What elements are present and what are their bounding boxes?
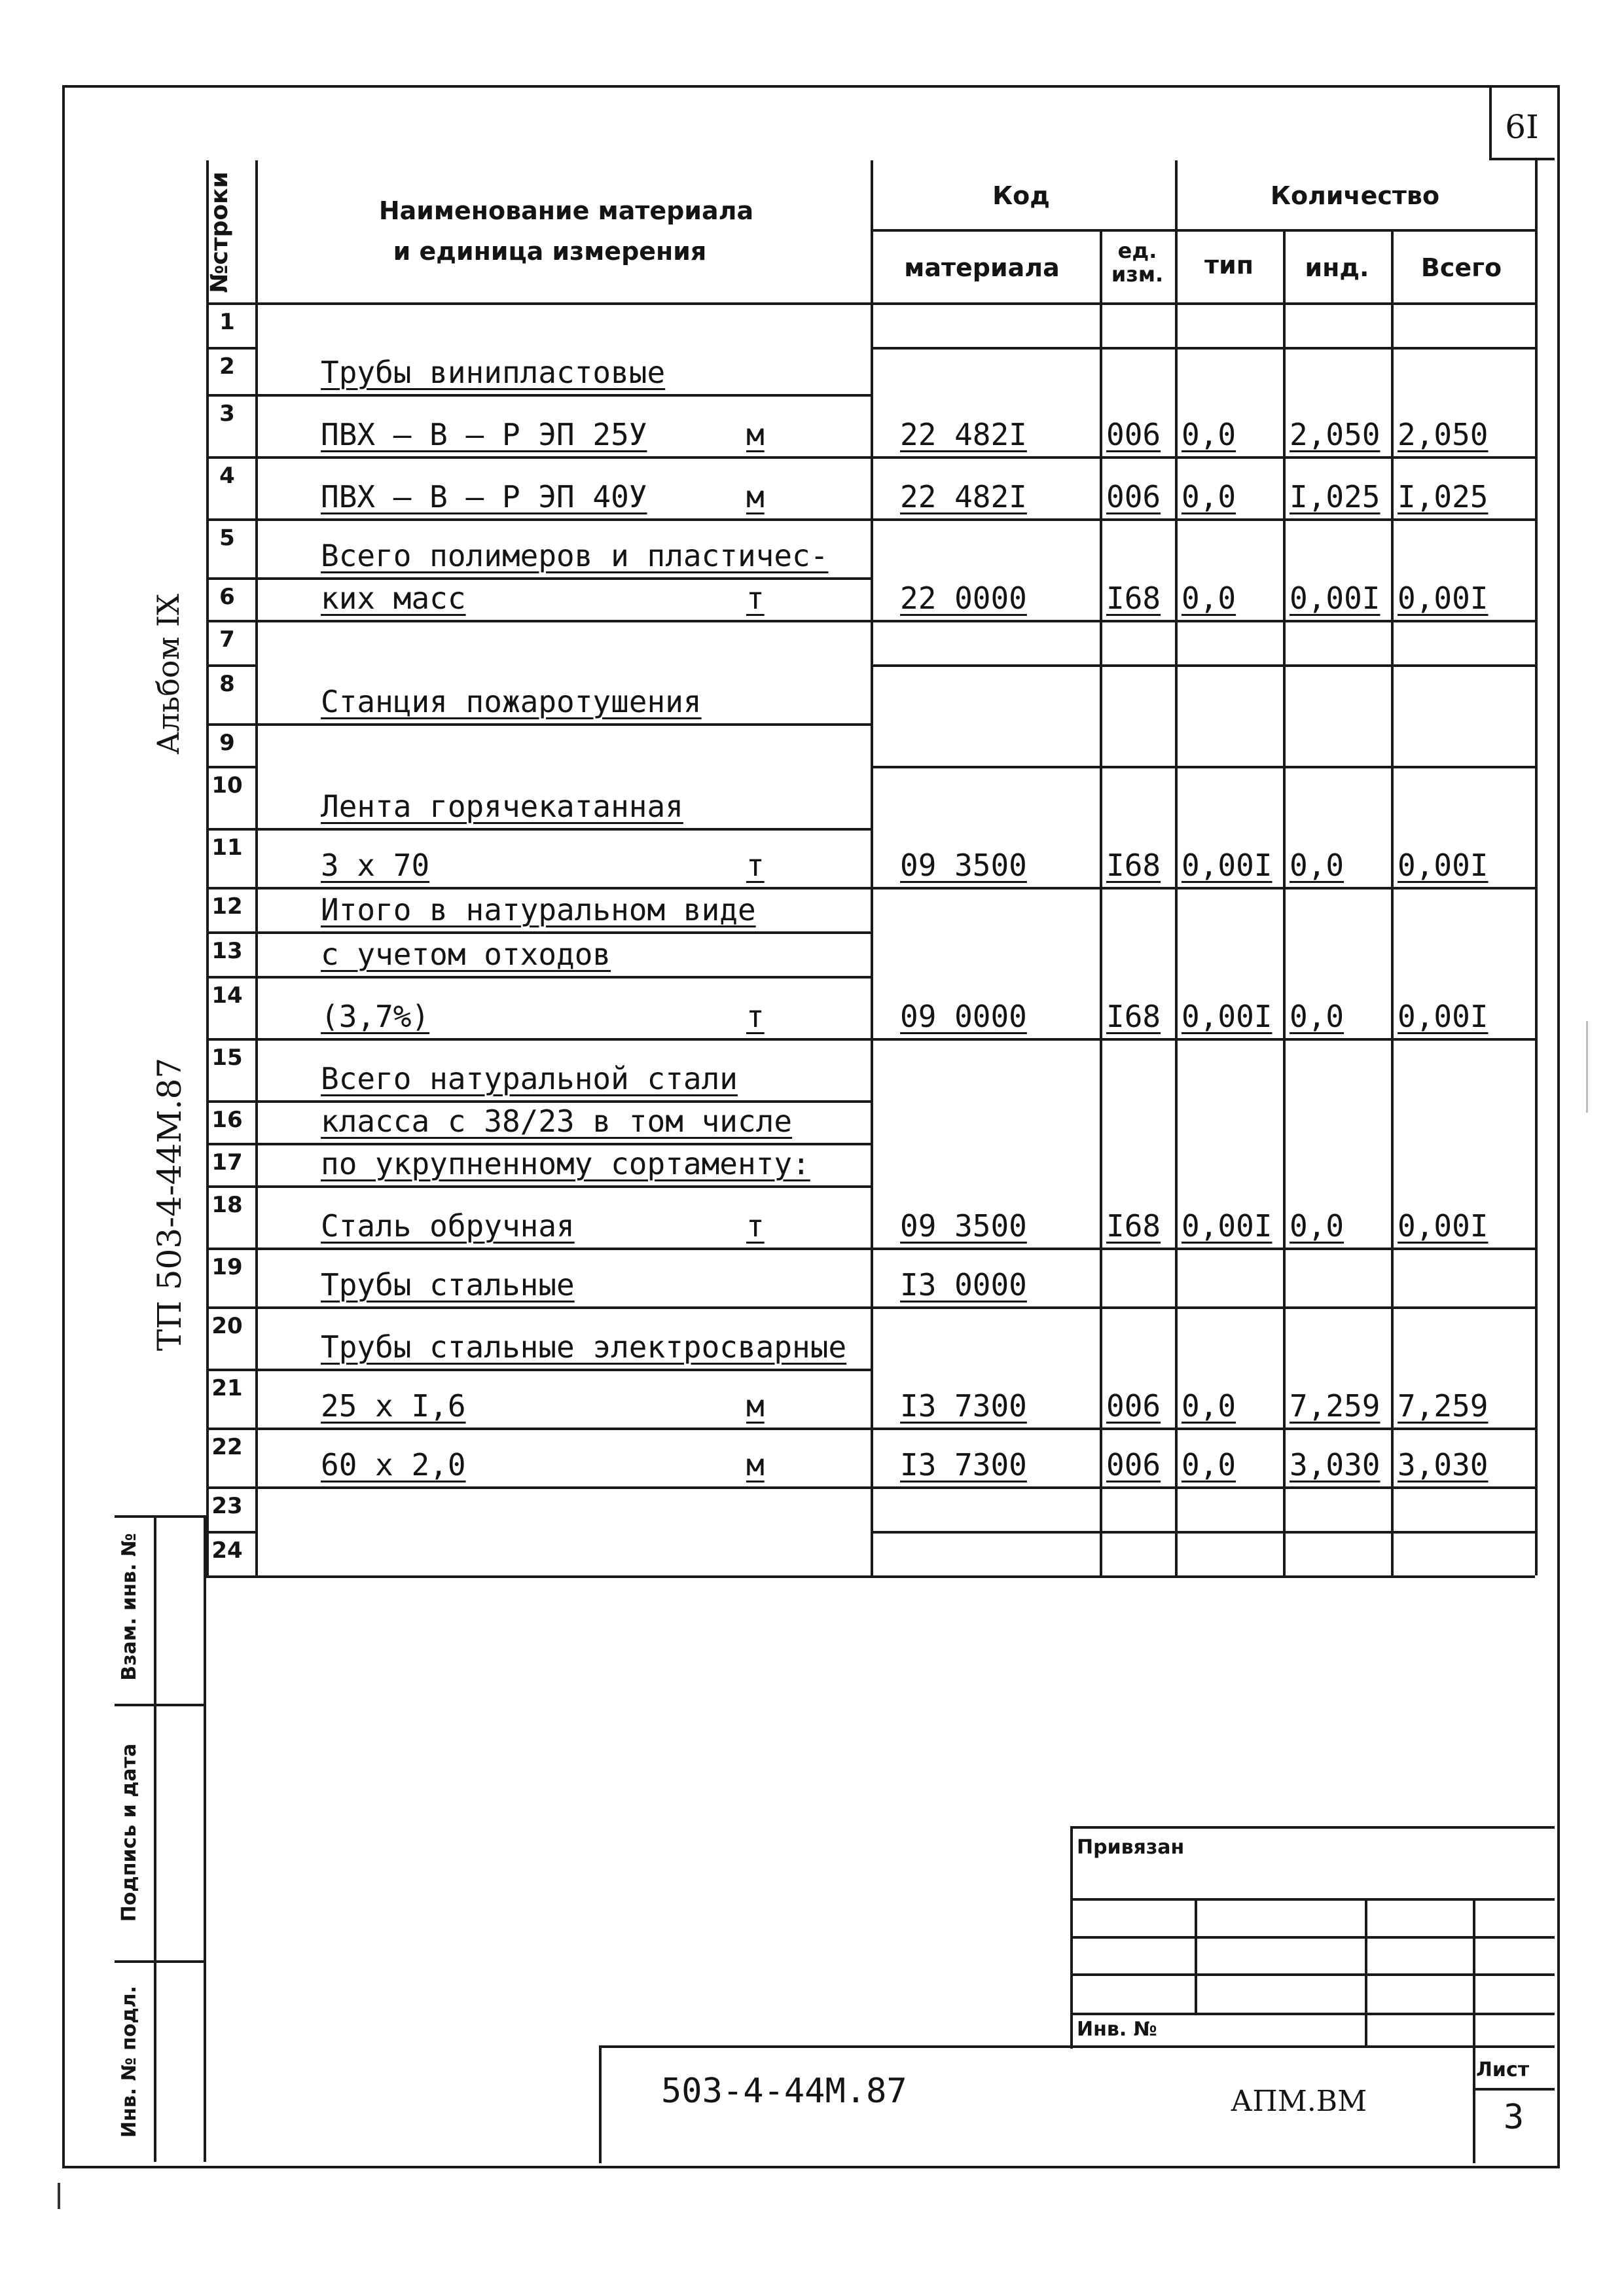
sheet-number: 3 — [1503, 2098, 1525, 2137]
item-name: Всего натуральной стали — [321, 1061, 738, 1096]
header-quantity: Количество — [1270, 181, 1440, 210]
grid-line — [1535, 160, 1538, 1575]
item-name: с учетом отходов — [321, 937, 611, 972]
header-ind: инд. — [1305, 253, 1369, 282]
stamp-line — [1365, 1898, 1367, 2045]
grid-line — [871, 1531, 1535, 1534]
material-code: I3 7300 — [900, 1447, 1027, 1482]
material-code: 09 0000 — [900, 999, 1027, 1034]
qty-typical: 0,0 — [1182, 1388, 1236, 1424]
qty-typical: 0,00I — [1182, 999, 1272, 1034]
qty-individual: 0,0 — [1290, 1208, 1344, 1244]
grid-line — [255, 1428, 871, 1430]
material-code: 09 3500 — [900, 1208, 1027, 1244]
stamp-line — [1070, 1898, 1555, 1901]
project-code-vertical: ТП 503-4-44М.87 — [151, 1057, 189, 1352]
grid-line — [255, 1248, 871, 1250]
grid-line — [206, 577, 255, 580]
left-edge-mark — [58, 2183, 60, 2209]
row-number: 12 — [211, 893, 243, 920]
stamp-line — [1195, 1898, 1197, 2013]
grid-line — [871, 766, 1535, 768]
row-number: 4 — [219, 463, 235, 489]
unit-code: 006 — [1106, 1447, 1161, 1482]
unit-label: м — [746, 479, 765, 514]
header-name-line1: Наименование материала — [378, 196, 754, 225]
header-total: Всего — [1420, 253, 1502, 282]
grid-line — [871, 456, 1535, 459]
grid-line — [206, 1185, 255, 1188]
grid-line — [255, 1185, 871, 1188]
stamp-line — [1070, 1973, 1555, 1976]
grid-line — [255, 620, 871, 622]
item-name: ПВХ – В – Р ЭП 25У — [321, 417, 647, 452]
item-name: Трубы стальные — [321, 1267, 575, 1302]
grid-line — [206, 1531, 255, 1534]
row-number: 22 — [211, 1434, 243, 1460]
row-number: 9 — [219, 730, 235, 756]
grid-line — [255, 1143, 871, 1145]
row-number: 7 — [219, 626, 235, 653]
grid-line — [255, 577, 871, 580]
unit-label: т — [746, 581, 765, 616]
grid-line — [255, 1369, 871, 1371]
qty-typical: 0,00I — [1182, 848, 1272, 883]
grid-line — [255, 456, 871, 459]
item-name: (3,7%) — [321, 999, 430, 1034]
row-number: 11 — [211, 835, 243, 861]
row-number: 6 — [219, 584, 235, 610]
unit-code: 006 — [1106, 417, 1161, 452]
qty-individual: 0,00I — [1290, 581, 1380, 616]
grid-line — [255, 1100, 871, 1103]
unit-code: I68 — [1106, 999, 1161, 1034]
qty-total: 0,00I — [1398, 848, 1489, 883]
grid-line — [206, 347, 255, 350]
row-number: 2 — [219, 353, 235, 380]
qty-typical: 0,0 — [1182, 417, 1236, 452]
qty-individual: 0,0 — [1290, 848, 1344, 883]
grid-line — [255, 1038, 871, 1041]
grid-line — [255, 1486, 871, 1489]
grid-line — [206, 1486, 255, 1489]
grid-line — [206, 1428, 255, 1430]
unit-code: I68 — [1106, 1208, 1161, 1244]
material-code: I3 7300 — [900, 1388, 1027, 1424]
grid-line — [206, 1369, 255, 1371]
item-name: Сталь обручная — [321, 1208, 575, 1244]
grid-line — [1391, 229, 1394, 1575]
grid-line — [871, 1306, 1535, 1309]
grid-line — [255, 1306, 871, 1309]
grid-line — [206, 394, 255, 397]
item-name: ких масс — [321, 581, 466, 616]
item-name: класса с 38/23 в том числе — [321, 1104, 793, 1139]
grid-line — [255, 518, 871, 521]
unit-label: т — [746, 848, 765, 883]
grid-line — [206, 620, 255, 622]
grid-line — [871, 229, 1535, 232]
item-name: Станция пожаротушения — [321, 684, 702, 719]
inv-podl-label: Инв. № подл. — [118, 1985, 141, 2138]
header-row-number: №строки — [206, 171, 233, 293]
header-unit-code: ед. изм. — [1111, 238, 1164, 287]
row-number: 14 — [211, 982, 243, 1009]
row-number: 20 — [211, 1313, 243, 1339]
unit-label: м — [746, 417, 765, 452]
grid-line — [1100, 229, 1102, 1575]
grid-line — [871, 1038, 1535, 1041]
unit-label: м — [746, 1388, 765, 1424]
item-name: ПВХ – В – Р ЭП 40У — [321, 479, 647, 514]
grid-line — [871, 664, 1535, 667]
grid-line — [206, 1248, 255, 1250]
item-name: Всего полимеров и пластичес- — [321, 538, 829, 573]
grid-line — [255, 887, 871, 889]
grid-line — [871, 1428, 1535, 1430]
qty-typical: 0,0 — [1182, 479, 1236, 514]
grid-line — [871, 160, 873, 1575]
row-number: 8 — [219, 671, 235, 697]
grid-line — [206, 518, 255, 521]
grid-line — [206, 828, 255, 831]
qty-total: I,025 — [1398, 479, 1489, 514]
corner-sheet-number: 6I — [1505, 108, 1539, 146]
material-code: 09 3500 — [900, 848, 1027, 883]
row-number: 21 — [211, 1375, 243, 1401]
header-code: Код — [992, 181, 1050, 210]
row-number: 19 — [211, 1254, 243, 1280]
grid-line — [871, 518, 1535, 521]
item-name: Трубы винипластовые — [321, 355, 666, 390]
grid-line — [206, 976, 255, 979]
margin-divider — [115, 1960, 206, 1963]
grid-line — [871, 1248, 1535, 1250]
stamp-line — [1070, 1936, 1555, 1939]
material-code: 22 0000 — [900, 581, 1027, 616]
qty-total: 3,030 — [1398, 1447, 1489, 1482]
grid-line — [206, 1038, 255, 1041]
unit-label: т — [746, 999, 765, 1034]
grid-line — [255, 723, 871, 726]
item-name: 25 х I,6 — [321, 1388, 466, 1424]
item-name: 60 х 2,0 — [321, 1447, 466, 1482]
unit-label: т — [746, 1208, 765, 1244]
grid-line — [1283, 229, 1286, 1575]
qty-typical: 0,0 — [1182, 581, 1236, 616]
item-name: Трубы стальные электросварные — [321, 1329, 847, 1365]
row-number: 23 — [211, 1493, 243, 1519]
row-number: 5 — [219, 525, 235, 551]
grid-line — [206, 1100, 255, 1103]
grid-line — [206, 1306, 255, 1309]
row-number: 13 — [211, 938, 243, 964]
vzam-inv-label: Взам. инв. № — [118, 1533, 141, 1681]
row-number: 15 — [211, 1045, 243, 1071]
qty-total: 2,050 — [1398, 417, 1489, 452]
document-code: 503-4-44М.87 — [661, 2072, 907, 2111]
item-name: по укрупненному сортаменту: — [321, 1146, 810, 1181]
stamp-line — [1070, 2013, 1555, 2015]
grid-line — [871, 1486, 1535, 1489]
header-name-line2: и единица измерения — [393, 237, 707, 266]
unit-label: м — [746, 1447, 765, 1482]
material-code: 22 482I — [900, 417, 1027, 452]
document-mark: АПМ.ВМ — [1231, 2085, 1367, 2118]
qty-typical: 0,00I — [1182, 1208, 1272, 1244]
grid-line — [255, 976, 871, 979]
grid-line — [255, 160, 258, 1575]
signature-date-label: Подпись и дата — [118, 1743, 141, 1922]
sheet-label: Лист — [1476, 2058, 1530, 2081]
album-label: Альбом IX — [151, 594, 186, 755]
unit-code: 006 — [1106, 479, 1161, 514]
row-number: 18 — [211, 1192, 243, 1218]
qty-individual: 2,050 — [1290, 417, 1380, 452]
qty-total: 0,00I — [1398, 999, 1489, 1034]
grid-line — [206, 887, 255, 889]
grid-line — [206, 302, 1535, 305]
unit-code: I68 — [1106, 848, 1161, 883]
item-name: Лента горячекатанная — [321, 789, 683, 824]
grid-line — [206, 456, 255, 459]
row-number: 24 — [211, 1537, 243, 1564]
qty-individual: I,025 — [1290, 479, 1380, 514]
privyazan-label: Привязан — [1077, 1836, 1185, 1859]
qty-individual: 7,259 — [1290, 1388, 1380, 1424]
material-code: 22 482I — [900, 479, 1027, 514]
grid-line — [871, 1575, 1535, 1578]
grid-line — [255, 931, 871, 934]
qty-typical: 0,0 — [1182, 1447, 1236, 1482]
grid-line — [1175, 160, 1178, 1575]
row-number: 16 — [211, 1107, 243, 1133]
header-typ: тип — [1204, 251, 1254, 279]
qty-individual: 3,030 — [1290, 1447, 1380, 1482]
grid-line — [255, 394, 871, 397]
qty-individual: 0,0 — [1290, 999, 1344, 1034]
row-number: 10 — [211, 772, 243, 799]
qty-total: 0,00I — [1398, 1208, 1489, 1244]
margin-divider — [154, 1515, 156, 2162]
item-name: Итого в натуральном виде — [321, 892, 756, 927]
row-number: 1 — [219, 309, 235, 335]
grid-line — [206, 766, 255, 768]
unit-code: I68 — [1106, 581, 1161, 616]
inv-no-label: Инв. № — [1077, 2018, 1157, 2041]
row-number: 17 — [211, 1149, 243, 1176]
material-code: I3 0000 — [900, 1267, 1027, 1302]
grid-line — [255, 828, 871, 831]
header-material: материала — [904, 253, 1060, 282]
margin-divider — [115, 1704, 206, 1706]
grid-line — [871, 347, 1535, 350]
unit-code: 006 — [1106, 1388, 1161, 1424]
stamp-line — [1473, 2088, 1555, 2091]
item-name: 3 х 70 — [321, 848, 430, 883]
row-number: 3 — [219, 401, 235, 427]
grid-line — [871, 620, 1535, 622]
grid-line — [206, 723, 255, 726]
grid-line — [206, 1143, 255, 1145]
qty-total: 7,259 — [1398, 1388, 1489, 1424]
grid-line — [206, 1575, 255, 1578]
grid-line — [871, 887, 1535, 889]
grid-line — [206, 931, 255, 934]
grid-line — [206, 664, 255, 667]
qty-total: 0,00I — [1398, 581, 1489, 616]
right-edge-mark — [1586, 1021, 1588, 1113]
